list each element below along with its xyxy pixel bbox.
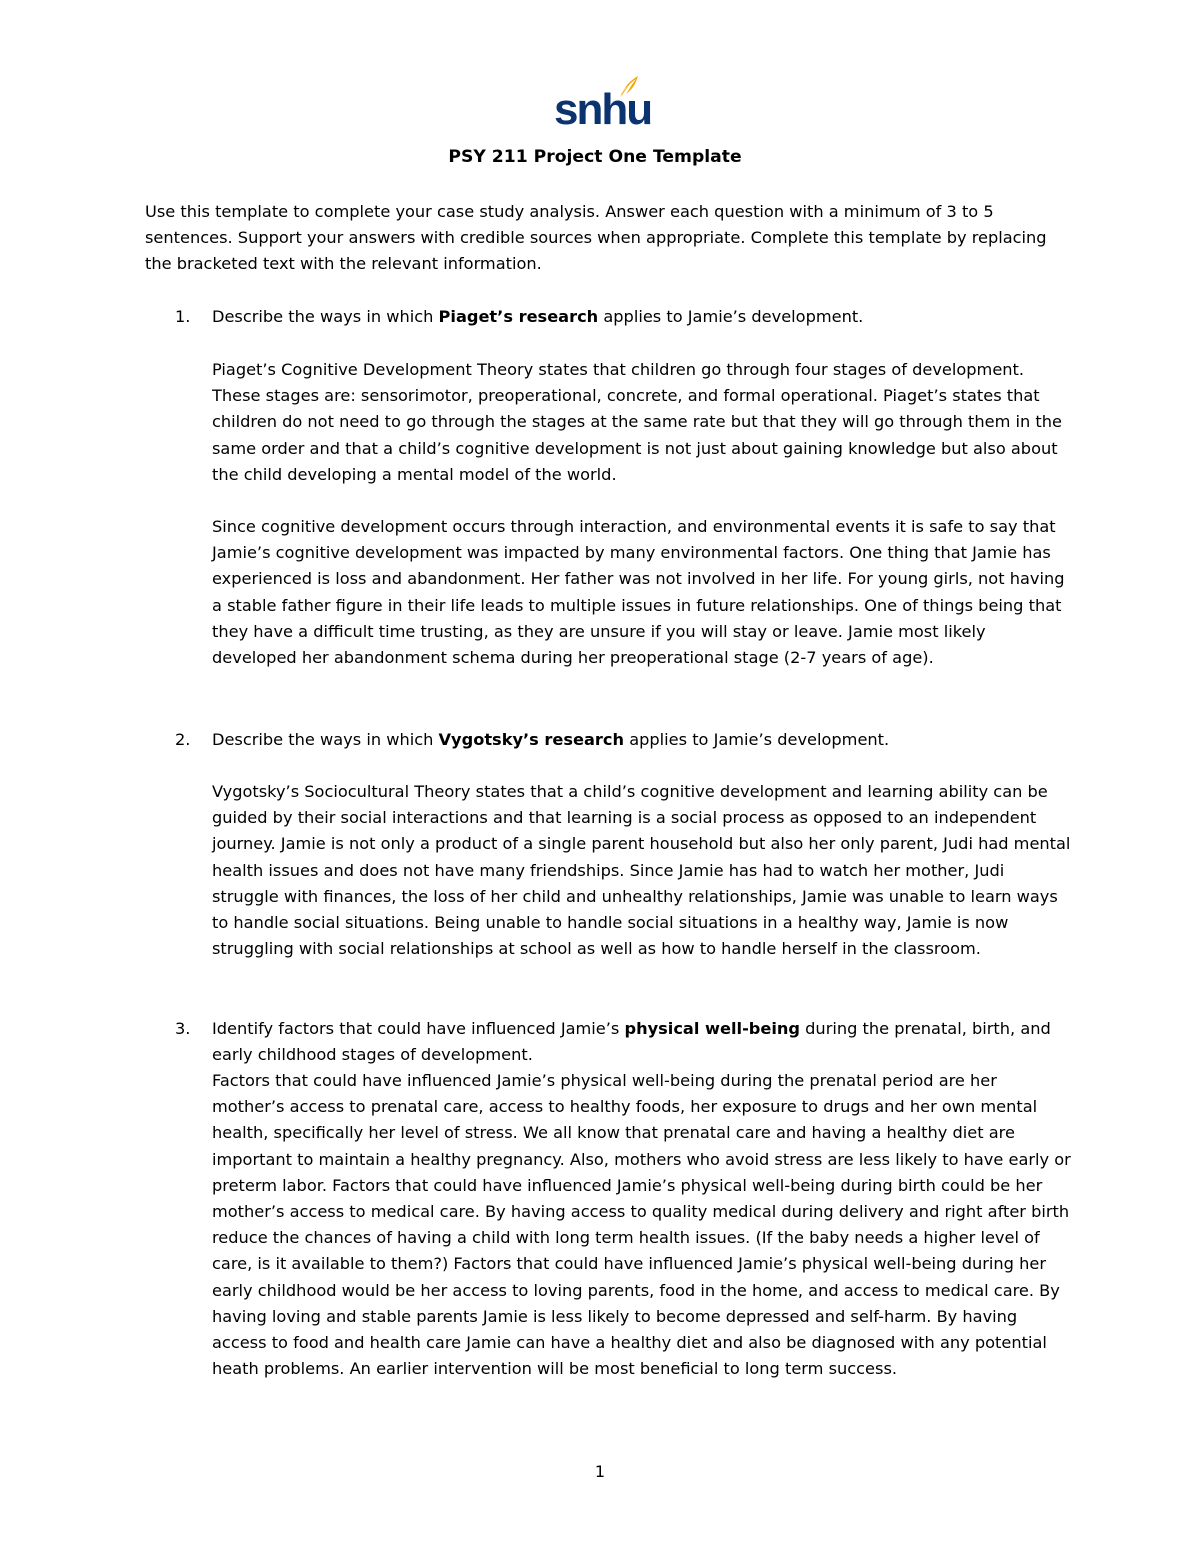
question-number: 2.: [175, 730, 191, 749]
question-prompt: Describe the ways in which Piaget’s research applies to Jamie’s development.: [212, 307, 864, 326]
question-prompt: Describe the ways in which Vygotsky’s research applies to Jamie’s development.: [212, 730, 890, 749]
answer-paragraph: Factors that could have influenced Jamie’s physical well-being during the prenatal period are her mother’s access to prenatal care, access to healthy foods, her exposure to drugs and her own mental health, specifically her level of stress. We all know that prenatal care and having a healthy diet are important to maintain a healthy pregnancy. Also, mothers who avoid stress are less likely to have early or preterm labor. Factors that could have influenced Jamie’s physical well-being during birth could be her mother’s access to medical care. By having access to quality medical during delivery and right after birth reduce the chances of having a child with long term health issues. (If the baby needs a higher level of care, is it available to them?) Factors that could have influenced Jamie’s physical well-being during her early childhood would be her access to loving parents, food in the home, and access to medical care. By having loving and stable parents Jamie is less likely to become depressed and self-harm. By having access to food and health care Jamie can have a healthy diet and also be diagnosed with any potential heath problems. An earlier intervention will be most beneficial to long term success.: [212, 1071, 1071, 1379]
question-keyword: physical well-being: [624, 1019, 801, 1038]
answer-paragraph: Vygotsky’s Sociocultural Theory states that a child’s cognitive development and learning ability can be guided by their social interactions and that learning is a social process as opposed to an independent journey. Jamie is not only a product of a single parent household but also her only parent, Judi had mental health issues and does not have many friendships. Since Jamie has had to watch her mother, Judi struggle with finances, the loss of her child and unhealthy relationships, Jamie was unable to learn ways to handle social situations. Being unable to handle social situations in a healthy way, Jamie is now struggling with social relationships at school as well as how to handle herself in the classroom.: [212, 782, 1071, 959]
intro-paragraph: Use this template to complete your case study analysis. Answer each question with a minimum of 3 to 5 sentences. Support your answers with credible sources when appropriate. Complete this template by replacing the bracketed text with the relevant information.: [145, 202, 1047, 274]
question-keyword: Piaget’s research: [438, 307, 599, 326]
question-keyword: Vygotsky’s research: [438, 730, 625, 749]
page-number: 1: [594, 1462, 606, 1481]
question-prompt: Identify factors that could have influenced Jamie’s physical well-being during the prenatal, birth, and early childhood stages of development.: [212, 1019, 1051, 1065]
snhu-logo: [554, 74, 652, 134]
question-number: 1.: [175, 307, 191, 326]
answer-paragraph: Since cognitive development occurs through interaction, and environmental events it is safe to say that Jamie’s cognitive development was impacted by many environmental factors. One thing that Jamie has experienced is loss and abandonment. Her father was not involved in her life. For young girls, not having a stable father figure in their life leads to multiple issues in future relationships. One of things being that they have a difficult time trusting, as they are unsure if you will stay or leave. Jamie most likely developed her abandonment schema during her preoperational stage (2-7 years of age).: [212, 517, 1065, 668]
document-title: PSY 211 Project One Template: [448, 147, 742, 167]
answer-paragraph: Piaget’s Cognitive Development Theory states that children go through four stages of development. These stages are: sensorimotor, preoperational, concrete, and formal operational. Piaget’s states that children do not need to go through the stages at the same rate but that they will go through them in the same order and that a child’s cognitive development is not just about gaining knowledge but also about the child developing a mental model of the world.: [212, 360, 1062, 484]
question-number: 3.: [175, 1019, 191, 1038]
logo-wordmark: snhu: [554, 85, 652, 134]
